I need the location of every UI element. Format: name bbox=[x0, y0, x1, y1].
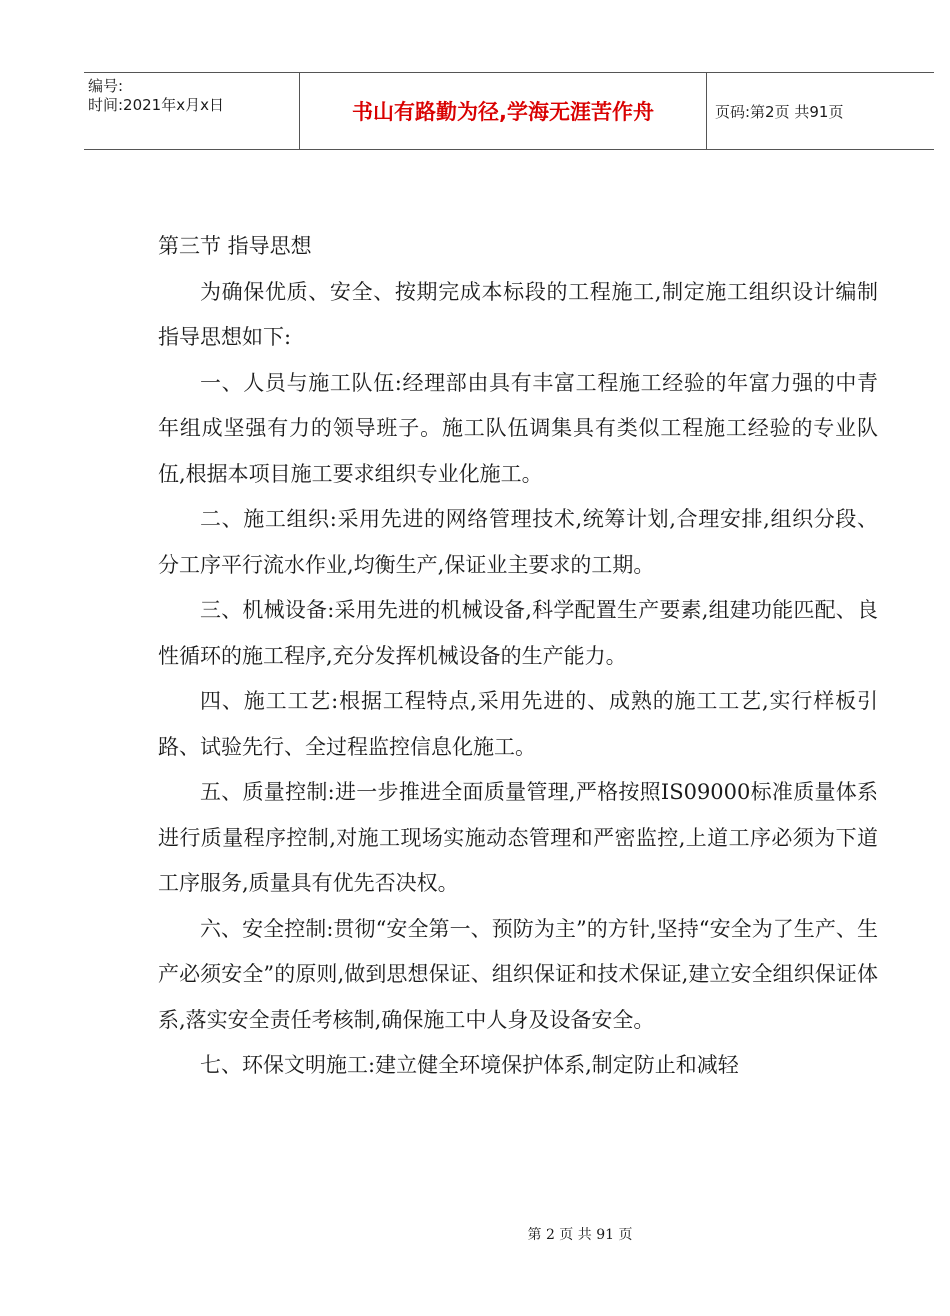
header-slogan: 书山有路勤为径,学海无涯苦作舟 bbox=[300, 73, 707, 149]
section-heading: 第三节 指导思想 bbox=[158, 234, 312, 258]
document-time: 时间:2021年x月x日 bbox=[88, 96, 224, 114]
paragraph-personnel: 一、人员与施工队伍:经理部由具有丰富工程施工经验的年富力强的中青年组成坚强有力的领导班子。施工队伍调集具有类似工程施工经验的专业队伍,根据本项目施工要求组织专业化施工。 bbox=[158, 370, 878, 486]
document-number: 编号: bbox=[88, 77, 124, 95]
paragraph-quality: 五、质量控制:进一步推进全面质量管理,严格按照IS09000标准质量体系进行质量程序控制,对施工现场实施动态管理和严密监控,上道工序必须为下道工序服务,质量具有优先否决权。 bbox=[158, 780, 878, 895]
header-page-number: 页码:第2页 共91页 bbox=[715, 102, 844, 121]
paragraph-organization: 二、施工组织:采用先进的网络管理技术,统筹计划,合理安排,组织分段、分工序平行流水作业,均衡生产,保证业主要求的工期。 bbox=[158, 507, 878, 577]
paragraph-environment: 七、环保文明施工:建立健全环境保护体系,制定防止和减轻 bbox=[200, 1053, 739, 1077]
paragraph-process: 四、施工工艺:根据工程特点,采用先进的、成熟的施工工艺,实行样板引路、试验先行、全过程监控信息化施工。 bbox=[158, 689, 878, 759]
paragraph-equipment: 三、机械设备:采用先进的机械设备,科学配置生产要素,组建功能匹配、良性循环的施工程序,充分发挥机械设备的生产能力。 bbox=[158, 598, 878, 668]
paragraph-intro: 为确保优质、安全、按期完成本标段的工程施工,制定施工组织设计编制指导思想如下: bbox=[158, 279, 878, 349]
page-footer: 第 2 页 共 91 页 bbox=[527, 1227, 633, 1243]
page-header bbox=[84, 72, 934, 150]
paragraph-safety: 六、安全控制:贯彻“安全第一、预防为主”的方针,坚持“安全为了生产、生产必须安全”的原则,做到思想保证、组织保证和技术保证,建立安全组织保证体系,落实安全责任考核制,确保施工中人身及设备安全。 bbox=[158, 916, 878, 1032]
document-body bbox=[158, 224, 878, 1089]
header-meta bbox=[84, 73, 300, 149]
